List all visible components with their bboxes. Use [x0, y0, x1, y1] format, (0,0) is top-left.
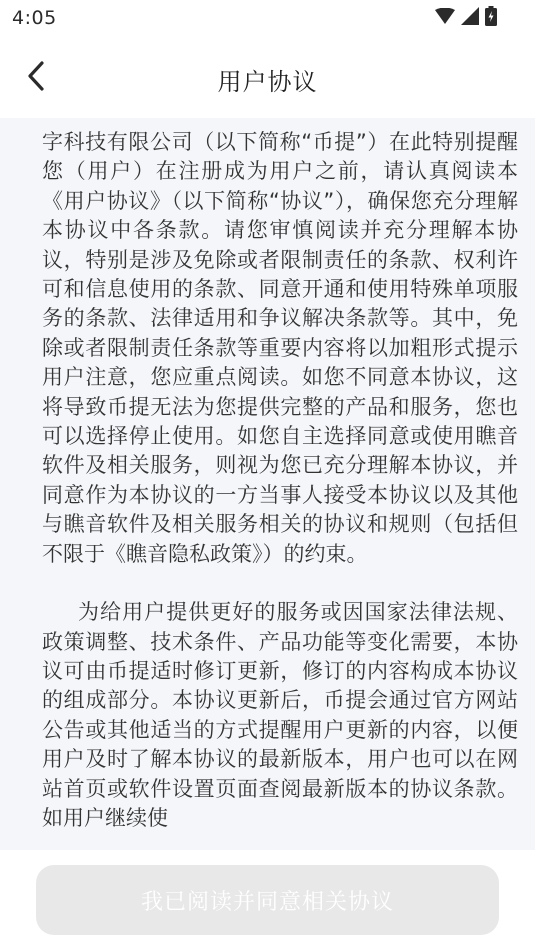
battery-charging-icon	[485, 6, 497, 30]
agreement-paragraph-1: 字科技有限公司（以下简称“币提”）在此特别提醒您（用户）在注册成为用户之前，请认真阅读本《用户协议》（以下简称“协议”），确保您充分理解本协议中各条款。请您审慎阅读并充分理解本协议，特别是涉及免除或者限制责任的条款、权利许可和信息使用的条款、同意开通和使用特殊单项服务的条款、法律适用和争议解决条款等。其中，免除或者限制责任条款等重要内容将以加粗形式提示用户注意，您应重点阅读。如您不同意本协议，这将导致币提无法为您提供完整的产品和服务，您也可以选择停止使用。如您自主选择同意或使用瞧音软件及相关服务，则视为您已充分理解本协议，并同意作为本协议的一方当事人接受本协议以及其他与瞧音软件及相关服务相关的协议和规则（包括但不限于《瞧音隐私政策》）的约束。	[42, 130, 518, 566]
agreement-paragraph-2: 为给用户提供更好的服务或因国家法律法规、政策调整、技术条件、产品功能等变化需要，本协议可由币提适时修订更新，修订的内容构成本协议的组成部分。本协议更新后，币提会通过官方网站公告或其他适当的方式提醒用户更新的内容，以便用户及时了解本协议的最新版本，用户也可以在网站首页或软件设置页面查阅最新版本的协议条款。如用户继续使	[42, 600, 518, 830]
agreement-text	[0, 118, 535, 833]
footer	[0, 850, 535, 951]
agree-button[interactable]: 我已阅读并同意相关协议	[36, 865, 499, 935]
status-icons	[435, 7, 497, 29]
agreement-content[interactable]	[0, 118, 535, 850]
page-title: 用户协议	[217, 68, 318, 96]
status-bar	[0, 0, 535, 38]
cellular-signal-icon	[461, 7, 479, 29]
status-time: 4:05	[12, 7, 57, 29]
nav-bar	[0, 38, 535, 118]
wifi-icon	[435, 8, 455, 28]
